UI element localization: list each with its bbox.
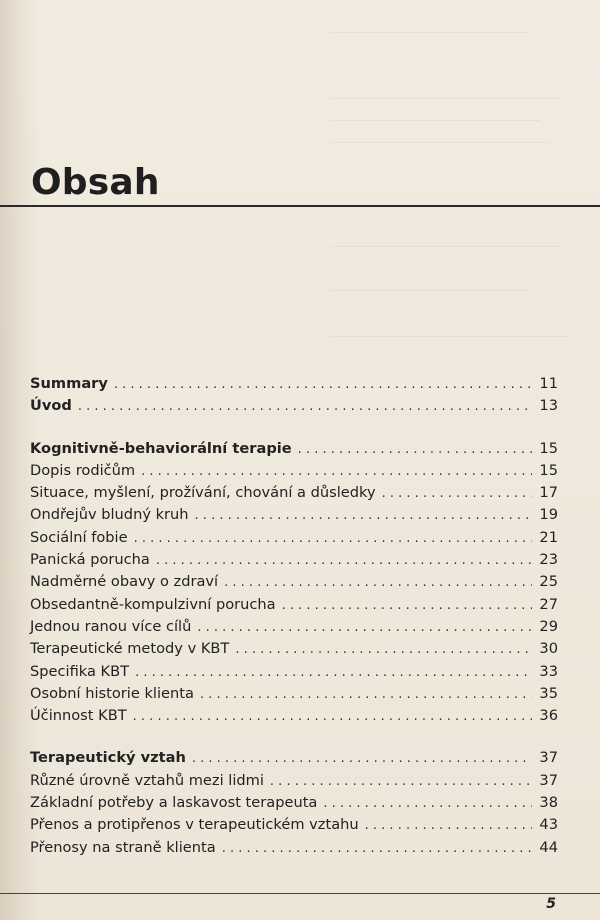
toc-entry[interactable] [30,460,558,482]
toc-entry[interactable] [30,792,558,814]
toc-entry[interactable] [30,616,558,638]
toc-dot-leader [224,572,532,594]
toc-entry-label: Terapeutické metody v KBT [30,640,230,658]
toc-entry[interactable] [30,770,558,792]
toc-entry-page: 27 [539,595,558,613]
bleed-through [330,142,550,143]
toc-dot-leader [135,662,532,684]
toc-section-intro [30,373,558,418]
toc-dot-leader [365,815,532,837]
toc-entry-page: 44 [539,838,558,856]
toc-dot-leader [200,684,532,706]
toc-entry-label: Dopis rodičům [30,461,136,479]
toc-entry[interactable] [30,504,558,526]
toc-entry[interactable] [30,482,558,504]
toc-entry-label: Situace, myšlení, prožívání, chování a důsledky [30,484,376,502]
title-divider [0,205,600,207]
toc-entry-page: 43 [539,816,558,834]
toc-entry-label: Přenosy na straně klienta [30,838,216,856]
toc-entry-label: Základní potřeby a laskavost terapeuta [30,794,318,812]
toc-entry-page: 23 [539,551,558,569]
toc-entry[interactable] [30,705,558,727]
toc-entry-label: Panická porucha [30,551,150,569]
toc-entry[interactable] [30,527,558,549]
toc-dot-leader [298,439,532,461]
toc-dot-leader [134,528,532,550]
toc-entry-page: 36 [539,707,558,725]
toc-entry-label: Obsedantně-kompulzivní porucha [30,595,276,613]
toc-dot-leader [192,748,532,770]
page-title: Obsah [31,162,160,203]
toc-entry[interactable] [30,549,558,571]
toc-entry-page: 15 [539,461,558,479]
toc-entry-label: Nadměrné obavy o zdraví [30,573,219,591]
toc-entry[interactable] [30,438,558,460]
toc-dot-leader [323,793,532,815]
toc-entry[interactable] [30,814,558,836]
toc-dot-leader [78,396,532,418]
toc-dot-leader [141,461,532,483]
toc-entry-page: 29 [539,617,558,635]
toc-entry[interactable] [30,571,558,593]
toc-entry[interactable] [30,594,558,616]
toc-entry[interactable] [30,683,558,705]
toc-dot-leader [156,550,532,572]
toc-dot-leader [197,617,532,639]
toc-dot-leader [282,595,532,617]
toc-entry[interactable] [30,837,558,859]
toc-entry-label: Summary [30,375,108,392]
toc-entry-label: Úvod [30,397,72,415]
bleed-through [330,120,540,121]
toc-dot-leader [270,771,532,793]
toc-entry-label: Různé úrovně vztahů mezi lidmi [30,771,264,789]
bleed-through [330,32,530,33]
toc-entry[interactable] [30,395,558,417]
toc-dot-leader [235,639,532,661]
toc-section-relationship [30,747,558,858]
table-of-contents [30,373,558,879]
bleed-through [330,98,560,99]
toc-entry-label: Specifika KBT [30,662,130,680]
bleed-through [330,246,560,247]
toc-entry-page: 17 [539,484,558,502]
toc-dot-leader [382,483,532,505]
toc-entry-label: Ondřejův bludný kruh [30,506,189,524]
toc-dot-leader [195,505,532,527]
toc-entry[interactable] [30,373,558,395]
toc-entry-label: Sociální fobie [30,528,128,546]
toc-entry-label: Přenos a protipřenos v terapeutickém vztahu [30,816,359,834]
toc-entry-page: 38 [539,794,558,812]
page-number: 5 [546,896,556,912]
toc-dot-leader [222,838,532,860]
toc-entry-label: Kognitivně-behaviorální terapie [30,439,292,457]
toc-entry-page: 15 [539,439,558,457]
toc-entry-page: 21 [539,528,558,546]
footer-divider [0,893,600,894]
toc-entry-page: 30 [539,640,558,658]
bleed-through [330,336,570,337]
toc-dot-leader [133,706,532,728]
toc-entry-label: Jednou ranou více cílů [30,617,192,635]
toc-entry-label: Účinnost KBT [30,707,127,725]
toc-entry-page: 37 [539,749,558,767]
toc-entry-page: 13 [539,397,558,415]
toc-entry-page: 35 [539,684,558,702]
toc-dot-leader [114,374,532,396]
toc-entry-page: 11 [539,375,558,392]
toc-entry-page: 33 [539,662,558,680]
toc-entry-label: Osobní historie klienta [30,684,194,702]
toc-section-kbt [30,438,558,728]
toc-entry[interactable] [30,638,558,660]
toc-entry[interactable] [30,661,558,683]
toc-entry-page: 19 [539,506,558,524]
toc-entry-page: 25 [539,573,558,591]
toc-entry-page: 37 [539,771,558,789]
toc-entry-label: Terapeutický vztah [30,749,186,767]
toc-entry[interactable] [30,747,558,769]
bleed-through [330,290,530,291]
